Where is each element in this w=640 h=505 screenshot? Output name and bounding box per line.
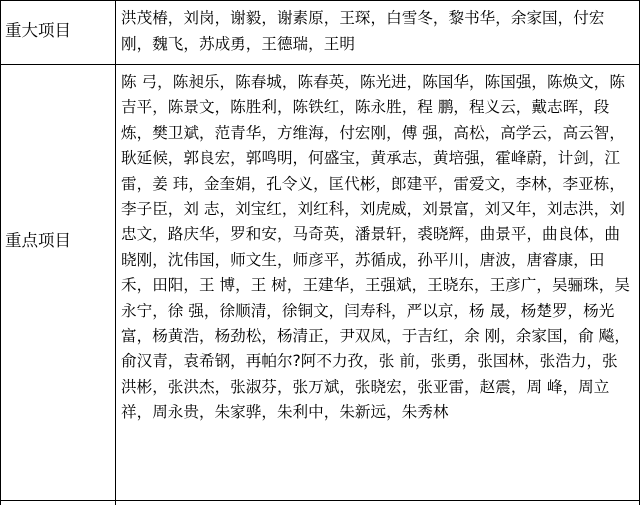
table-row bbox=[0, 0, 640, 64]
column-divider bbox=[115, 0, 116, 505]
table-row bbox=[0, 64, 640, 500]
row-divider bbox=[0, 500, 640, 501]
table-border-left bbox=[0, 0, 1, 505]
category-cell: 重大项目 bbox=[5, 21, 71, 40]
row-divider bbox=[0, 64, 640, 65]
names-cell: 洪茂椿，刘岗，谢毅，谢素原，王琛，白雪冬，黎书华，余家国，付宏刚，魏飞，苏成勇，王德瑞，王明 bbox=[121, 9, 605, 53]
category-cell: 重点项目 bbox=[5, 231, 71, 250]
table-border-top bbox=[0, 0, 640, 1]
names-cell: 陈 弓，陈昶乐，陈春城，陈春英，陈光进，陈国华，陈国强，陈焕文，陈吉平，陈景文，陈胜利，陈铁红，陈永胜，程 鹏，程义云，戴志晖，段炼，樊卫斌，范青华，方维海，付宏刚，傅 强，高松，高学云，高云智，耿延候，郭良宏，郭鸣明，何盛宝，黄承志，黄培强，霍峰蔚，计剑，江 雷，姜 玮，金奎娟，孔令义，匡代彬，郎建平，雷爱文，李林，李亚栋，李子臣，刘 志，刘宝红，刘红科，刘虎威，刘景富，刘又年，刘志洪，刘忠文，路庆华，罗和安，马奇英，潘景轩，裘晓辉，曲景平，曲良体，曲晓刚，沈伟国，师文生，师彦平，苏循成，孙平川，唐波，唐睿康，田 禾，田阳，王 博，王 树，王建华，王强斌，王晓东，王彦广，吴骊珠，吴永宁，徐 强，徐顺清，徐铜文，闫寿科，严以京，杨 晟，杨楚罗，杨光富，杨黄浩，杨劲松，杨清正，尹双凤，于吉红，余 刚，余家国，俞 飚，俞汉青，袁希钢，再帕尔?阿不力孜，张 前，张勇，张国林，张浩力，张洪彬，张洪杰，张淑芬，张万斌，张晓宏，张亚雷，赵震，周 峰，周立祥，周永贵，朱家骅，朱利中，朱新远，朱秀林 bbox=[121, 73, 630, 422]
